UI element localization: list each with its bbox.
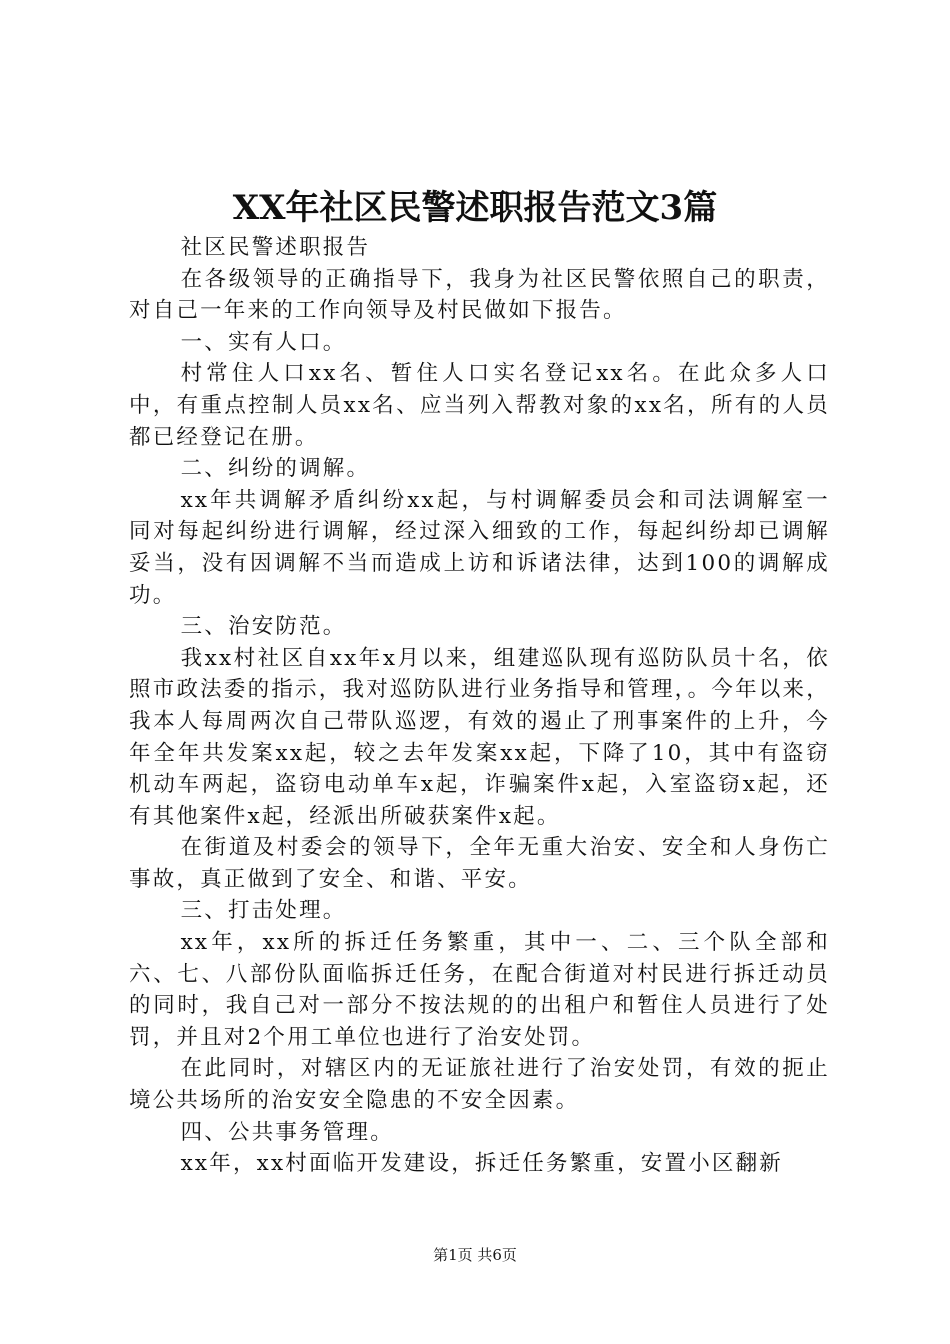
paragraph-mediation: xx年共调解矛盾纠纷xx起，与村调解委员会和司法调解室一同对每起纠纷进行调解，经过深入细致的工作，每起纠纷却已调解妥当，没有因调解不当而造成上访和诉诸法律，达到100的调解成功。 — [129, 487, 830, 608]
paragraph-demolition: xx年，xx所的拆迁任务繁重，其中一、二、三个队全部和六、七、八部份队面临拆迁任务，在配合街道对村民进行拆迁动员的同时，我自己对一部分不按法规的的出租户和暂住人员进行了处罚，并且对2个用工单位也进行了治安处罚。 — [129, 930, 830, 1050]
section-heading-enforcement: 三、打击处理。 — [180, 898, 347, 924]
section-heading-public-affairs: 四、公共事务管理。 — [180, 1119, 394, 1145]
document-title: XX年社区民警述职报告范文3篇 — [232, 188, 718, 228]
document-body — [129, 232, 830, 1180]
paragraph-population: 村常住人口xx名、暂住人口实名登记xx名。在此众多人口中，有重点控制人员xx名、应当列入帮教对象的xx名，所有的人员都已经登记在册。 — [129, 361, 830, 450]
section-heading-population: 一、实有人口。 — [180, 329, 347, 355]
page-number-footer: 第1页 共6页 — [433, 1246, 517, 1264]
paragraph-report-heading: 社区民警述职报告 — [180, 235, 371, 260]
paragraph-intro: 在各级领导的正确指导下，我身为社区民警依照自己的职责，对自己一年来的工作向领导及村民做如下报告。 — [129, 266, 830, 324]
paragraph-patrol: 我xx村社区自xx年x月以来，组建巡队现有巡防队员十名，依照市政法委的指示，我对巡防队进行业务指导和管理，。今年以来，我本人每周两次自己带队巡逻，有效的遏止了刑事案件的上升，今年全年共发案xx起，较之去年发案xx起，下降了10，其中有盗窃机动车两起，盗窃电动单车x起，诈骗案件x起，入室盗窃x起，还有其他案件x起，经派出所破获案件x起。 — [129, 645, 830, 829]
paragraph-public-affairs: xx年，xx村面临开发建设，拆迁任务繁重，安置小区翻新 — [180, 1151, 783, 1177]
paragraph-safety: 在街道及村委会的领导下，全年无重大治安、安全和人身伤亡事故，真正做到了安全、和谐、平安。 — [129, 835, 830, 892]
paragraph-hostels: 在此同时，对辖区内的无证旅社进行了治安处罚，有效的扼止境公共场所的治安安全隐患的不安全因素。 — [129, 1056, 830, 1114]
section-heading-security: 三、治安防范。 — [180, 614, 347, 640]
section-heading-mediation: 二、纠纷的调解。 — [180, 456, 371, 482]
